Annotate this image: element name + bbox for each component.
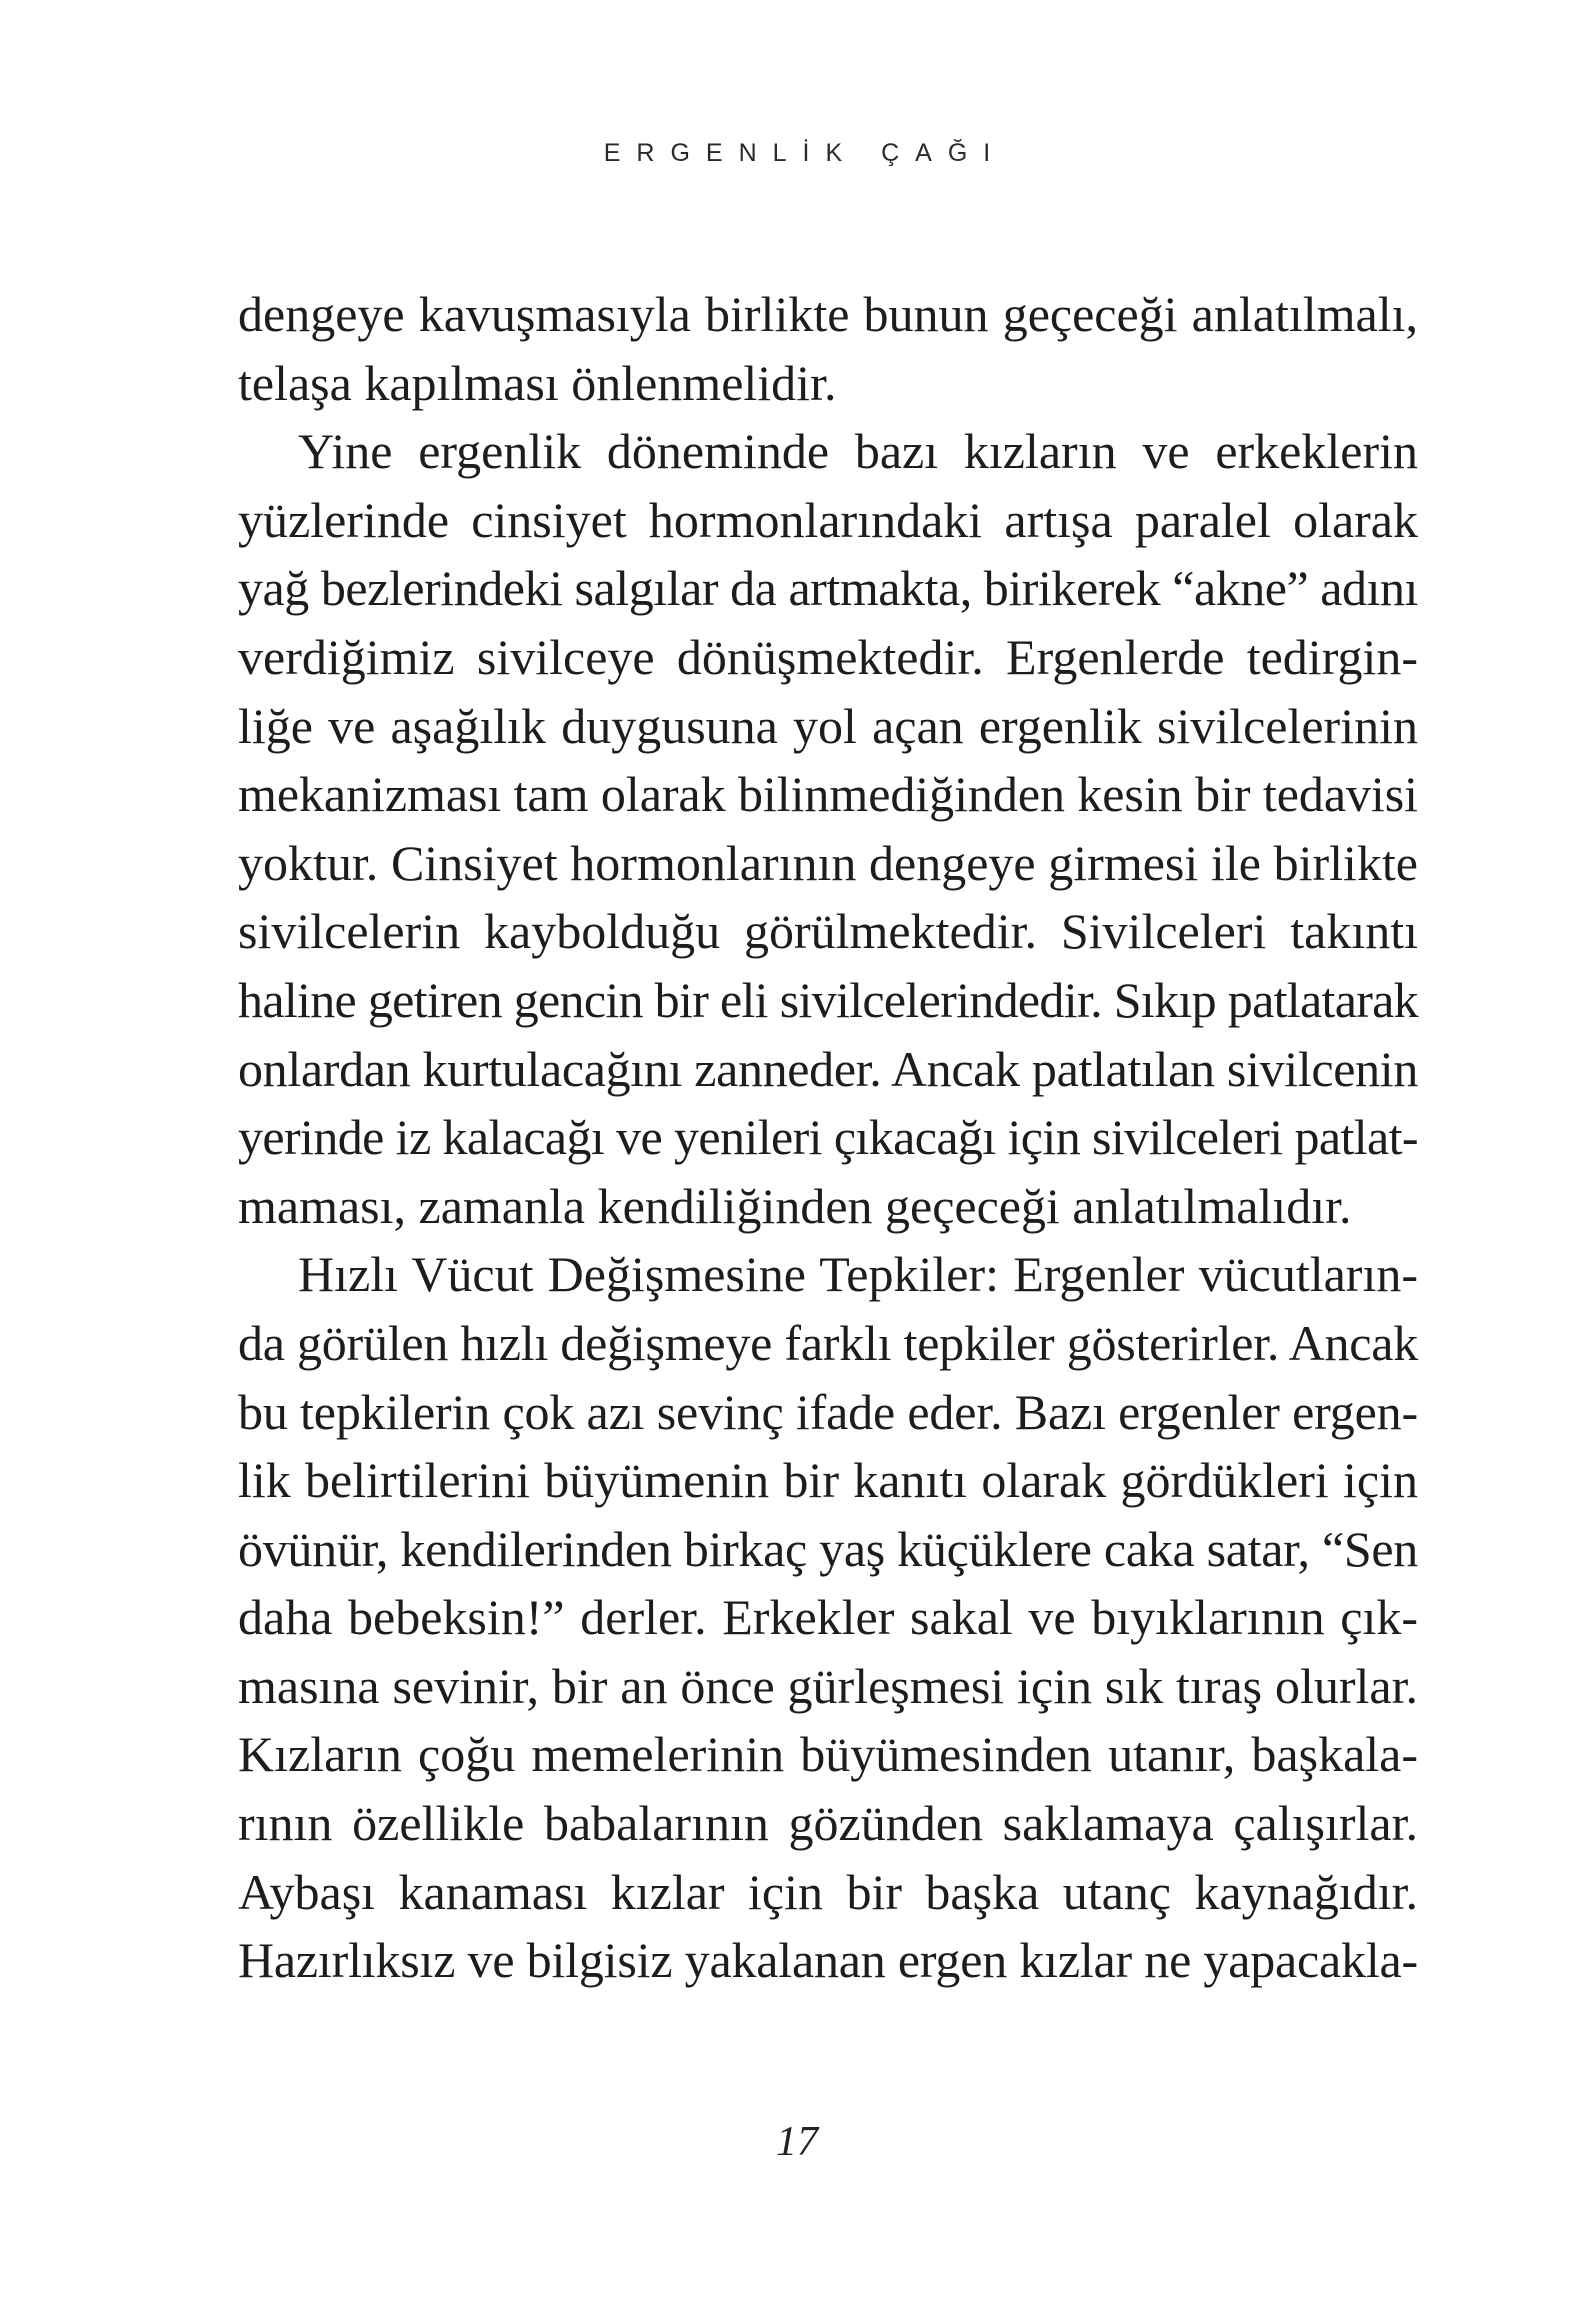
text-line: onlardan kurtulacağını zanneder. Ancak patlatılan sivilcenin <box>238 1040 1418 1097</box>
text-line: Aybaşı kanaması kızlar için bir başka utanç kaynağıdır. <box>238 1863 1418 1920</box>
text-line: yerinde iz kalacağı ve yenileri çıkacağı için sivilceleri patlat- <box>238 1109 1418 1166</box>
text-line: daha bebeksin!” derler. Erkekler sakal ve bıyıklarının çık- <box>238 1589 1418 1646</box>
text-line: maması, zamanla kendiliğinden geçeceği anlatılmalıdır. <box>238 1177 1352 1234</box>
text-line: mekanizması tam olarak bilinmediğinden kesin bir tedavisi <box>238 766 1418 823</box>
text-line: yoktur. Cinsiyet hormonlarının dengeye girmesi ile birlikte <box>238 834 1418 891</box>
text-line: bu tepkilerin çok azı sevinç ifade eder. Bazı ergenler ergen- <box>238 1383 1418 1440</box>
text-line: dengeye kavuşmasıyla birlikte bunun geçeceği anlatılmalı, <box>238 286 1418 342</box>
text-line: yüzlerinde cinsiyet hormonlarındaki artışa paralel olarak <box>238 491 1418 548</box>
text-line: yağ bezlerindeki salgılar da artmakta, birikerek “akne” adını <box>238 560 1418 617</box>
text-line: verdiğimiz sivilceye dönüşmektedir. Ergenlerde tedirgin- <box>238 628 1418 685</box>
body-text <box>238 280 1418 1995</box>
text-line: Hızlı Vücut Değişmesine Tepkiler: Ergenler vücutların- <box>298 1246 1418 1303</box>
text-line: da görülen hızlı değişmeye farklı tepkiler gösterirler. Ancak <box>238 1314 1418 1371</box>
text-line: Yine ergenlik döneminde bazı kızların ve erkeklerin <box>298 423 1418 480</box>
text-line: masına sevinir, bir an önce gürleşmesi için sık tıraş olurlar. <box>238 1657 1418 1714</box>
text-line: liğe ve aşağılık duygusuna yol açan ergenlik sivilcelerinin <box>238 697 1418 754</box>
text-line: lik belirtilerini büyümenin bir kanıtı olarak gördükleri için <box>238 1452 1418 1509</box>
text-line: sivilcelerin kaybolduğu görülmektedir. Sivilceleri takıntı <box>238 903 1418 960</box>
text-line: haline getiren gencin bir eli sivilcelerindedir. Sıkıp patlatarak <box>238 971 1418 1028</box>
text-line: telaşa kapılması önlenmelidir. <box>238 354 837 411</box>
text-line: Hazırlıksız ve bilgisiz yakalanan ergen kızlar ne yapacakla- <box>238 1932 1418 1989</box>
page-number: 17 <box>776 2119 818 2165</box>
text-line: övünür, kendilerinden birkaç yaş küçüklere caka satar, “Sen <box>238 1520 1418 1577</box>
text-line: rının özellikle babalarının gözünden saklamaya çalışırlar. <box>238 1795 1418 1852</box>
text-line: Kızların çoğu memelerinin büyümesinden utanır, başkala- <box>238 1726 1418 1783</box>
running-head: ERGENLİK ÇAĞI <box>603 139 1007 167</box>
